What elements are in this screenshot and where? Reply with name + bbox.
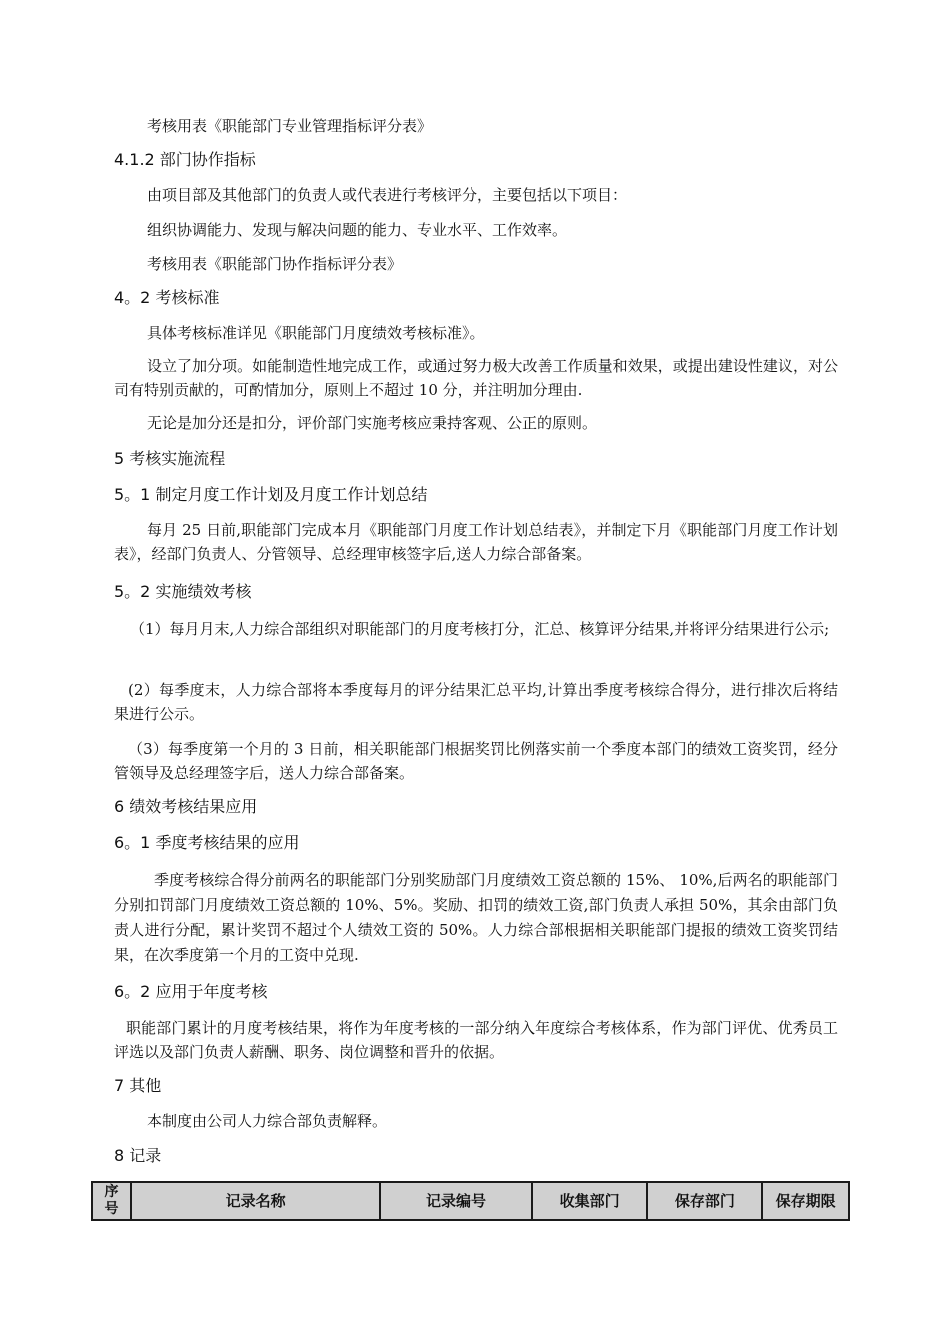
paragraph: （3）每季度第一个月的 3 日前，相关职能部门根据奖罚比例落实前一个季度本部门的绩效工资奖罚，经分管领导及总经理签字后，送人力综合部备案。 xyxy=(114,740,838,782)
section-heading: 6。1 季度考核结果的应用 xyxy=(114,833,300,852)
paragraph: 无论是加分还是扣分，评价部门实施考核应秉持客观、公正的原则。 xyxy=(147,414,598,432)
section-heading: 8 记录 xyxy=(114,1146,162,1165)
paragraph: 由项目部及其他部门的负责人或代表进行考核评分，主要包括以下项目： xyxy=(147,186,628,204)
paragraph: 考核用表《职能部门协作指标评分表》 xyxy=(147,255,403,273)
header-record-name: 记录名称 xyxy=(131,1182,380,1220)
section-heading: 4.1.2 部门协作指标 xyxy=(114,150,256,169)
section-heading: 7 其他 xyxy=(114,1076,162,1095)
header-serial-number: 序号 xyxy=(92,1182,131,1220)
table-header-row xyxy=(92,1182,849,1220)
section-heading: 4。2 考核标准 xyxy=(114,288,220,307)
header-storage-department: 保存部门 xyxy=(647,1182,762,1220)
paragraph: 具体考核标准详见《职能部门月度绩效考核标准》。 xyxy=(147,324,485,342)
paragraph: (2）每季度末，人力综合部将本季度每月的评分结果汇总平均,计算出季度考核综合得分，进行排次后将结果进行公示。 xyxy=(114,681,838,723)
paragraph: 本制度由公司人力综合部负责解释。 xyxy=(147,1112,388,1130)
paragraph: 职能部门累计的月度考核结果，将作为年度考核的一部分纳入年度综合考核体系，作为部门评优、优秀员工评选以及部门负责人薪酬、职务、岗位调整和晋升的依据。 xyxy=(114,1019,838,1061)
section-heading: 6。2 应用于年度考核 xyxy=(114,982,268,1001)
paragraph: 考核用表《职能部门专业管理指标评分表》 xyxy=(147,117,433,135)
records-table xyxy=(91,1181,850,1221)
header-collecting-department: 收集部门 xyxy=(532,1182,648,1220)
section-heading: 6 绩效考核结果应用 xyxy=(114,797,258,816)
header-record-number: 记录编号 xyxy=(380,1182,532,1220)
paragraph: 每月 25 日前,职能部门完成本月《职能部门月度工作计划总结表》，并制定下月《职能部门月度工作计划表》，经部门负责人、分管领导、总经理审核签字后,送人力综合部备案。 xyxy=(114,521,838,563)
paragraph: 组织协调能力、发现与解决问题的能力、专业水平、工作效率。 xyxy=(147,221,568,239)
section-heading: 5。2 实施绩效考核 xyxy=(114,582,252,601)
paragraph: 设立了加分项。如能制造性地完成工作，或通过努力极大改善工作质量和效果，或提出建设性建议，对公司有特别贡献的，可酌情加分，原则上不超过 10 分，并注明加分理由. xyxy=(114,357,838,399)
header-retention-period: 保存期限 xyxy=(762,1182,849,1220)
section-heading: 5 考核实施流程 xyxy=(114,449,226,468)
section-heading: 5。1 制定月度工作计划及月度工作计划总结 xyxy=(114,485,428,504)
paragraph: （1）每月月末,人力综合部组织对职能部门的月度考核打分，汇总、核算评分结果,并将评分结果进行公示; xyxy=(130,620,830,638)
paragraph: 季度考核综合得分前两名的职能部门分别奖励部门月度绩效工资总额的 15%、 10%,后两名的职能部门分别扣罚部门月度绩效工资总额的 10%、5%。奖励、扣罚的绩效工资,部门负责人承担 50%，其余由部门负责人进行分配，累计奖罚不超过个人绩效工资的 50%。人力综合部根据相关职能部门提报的绩效工资奖罚结果，在次季度第一个月的工资中兑现. xyxy=(114,871,838,964)
